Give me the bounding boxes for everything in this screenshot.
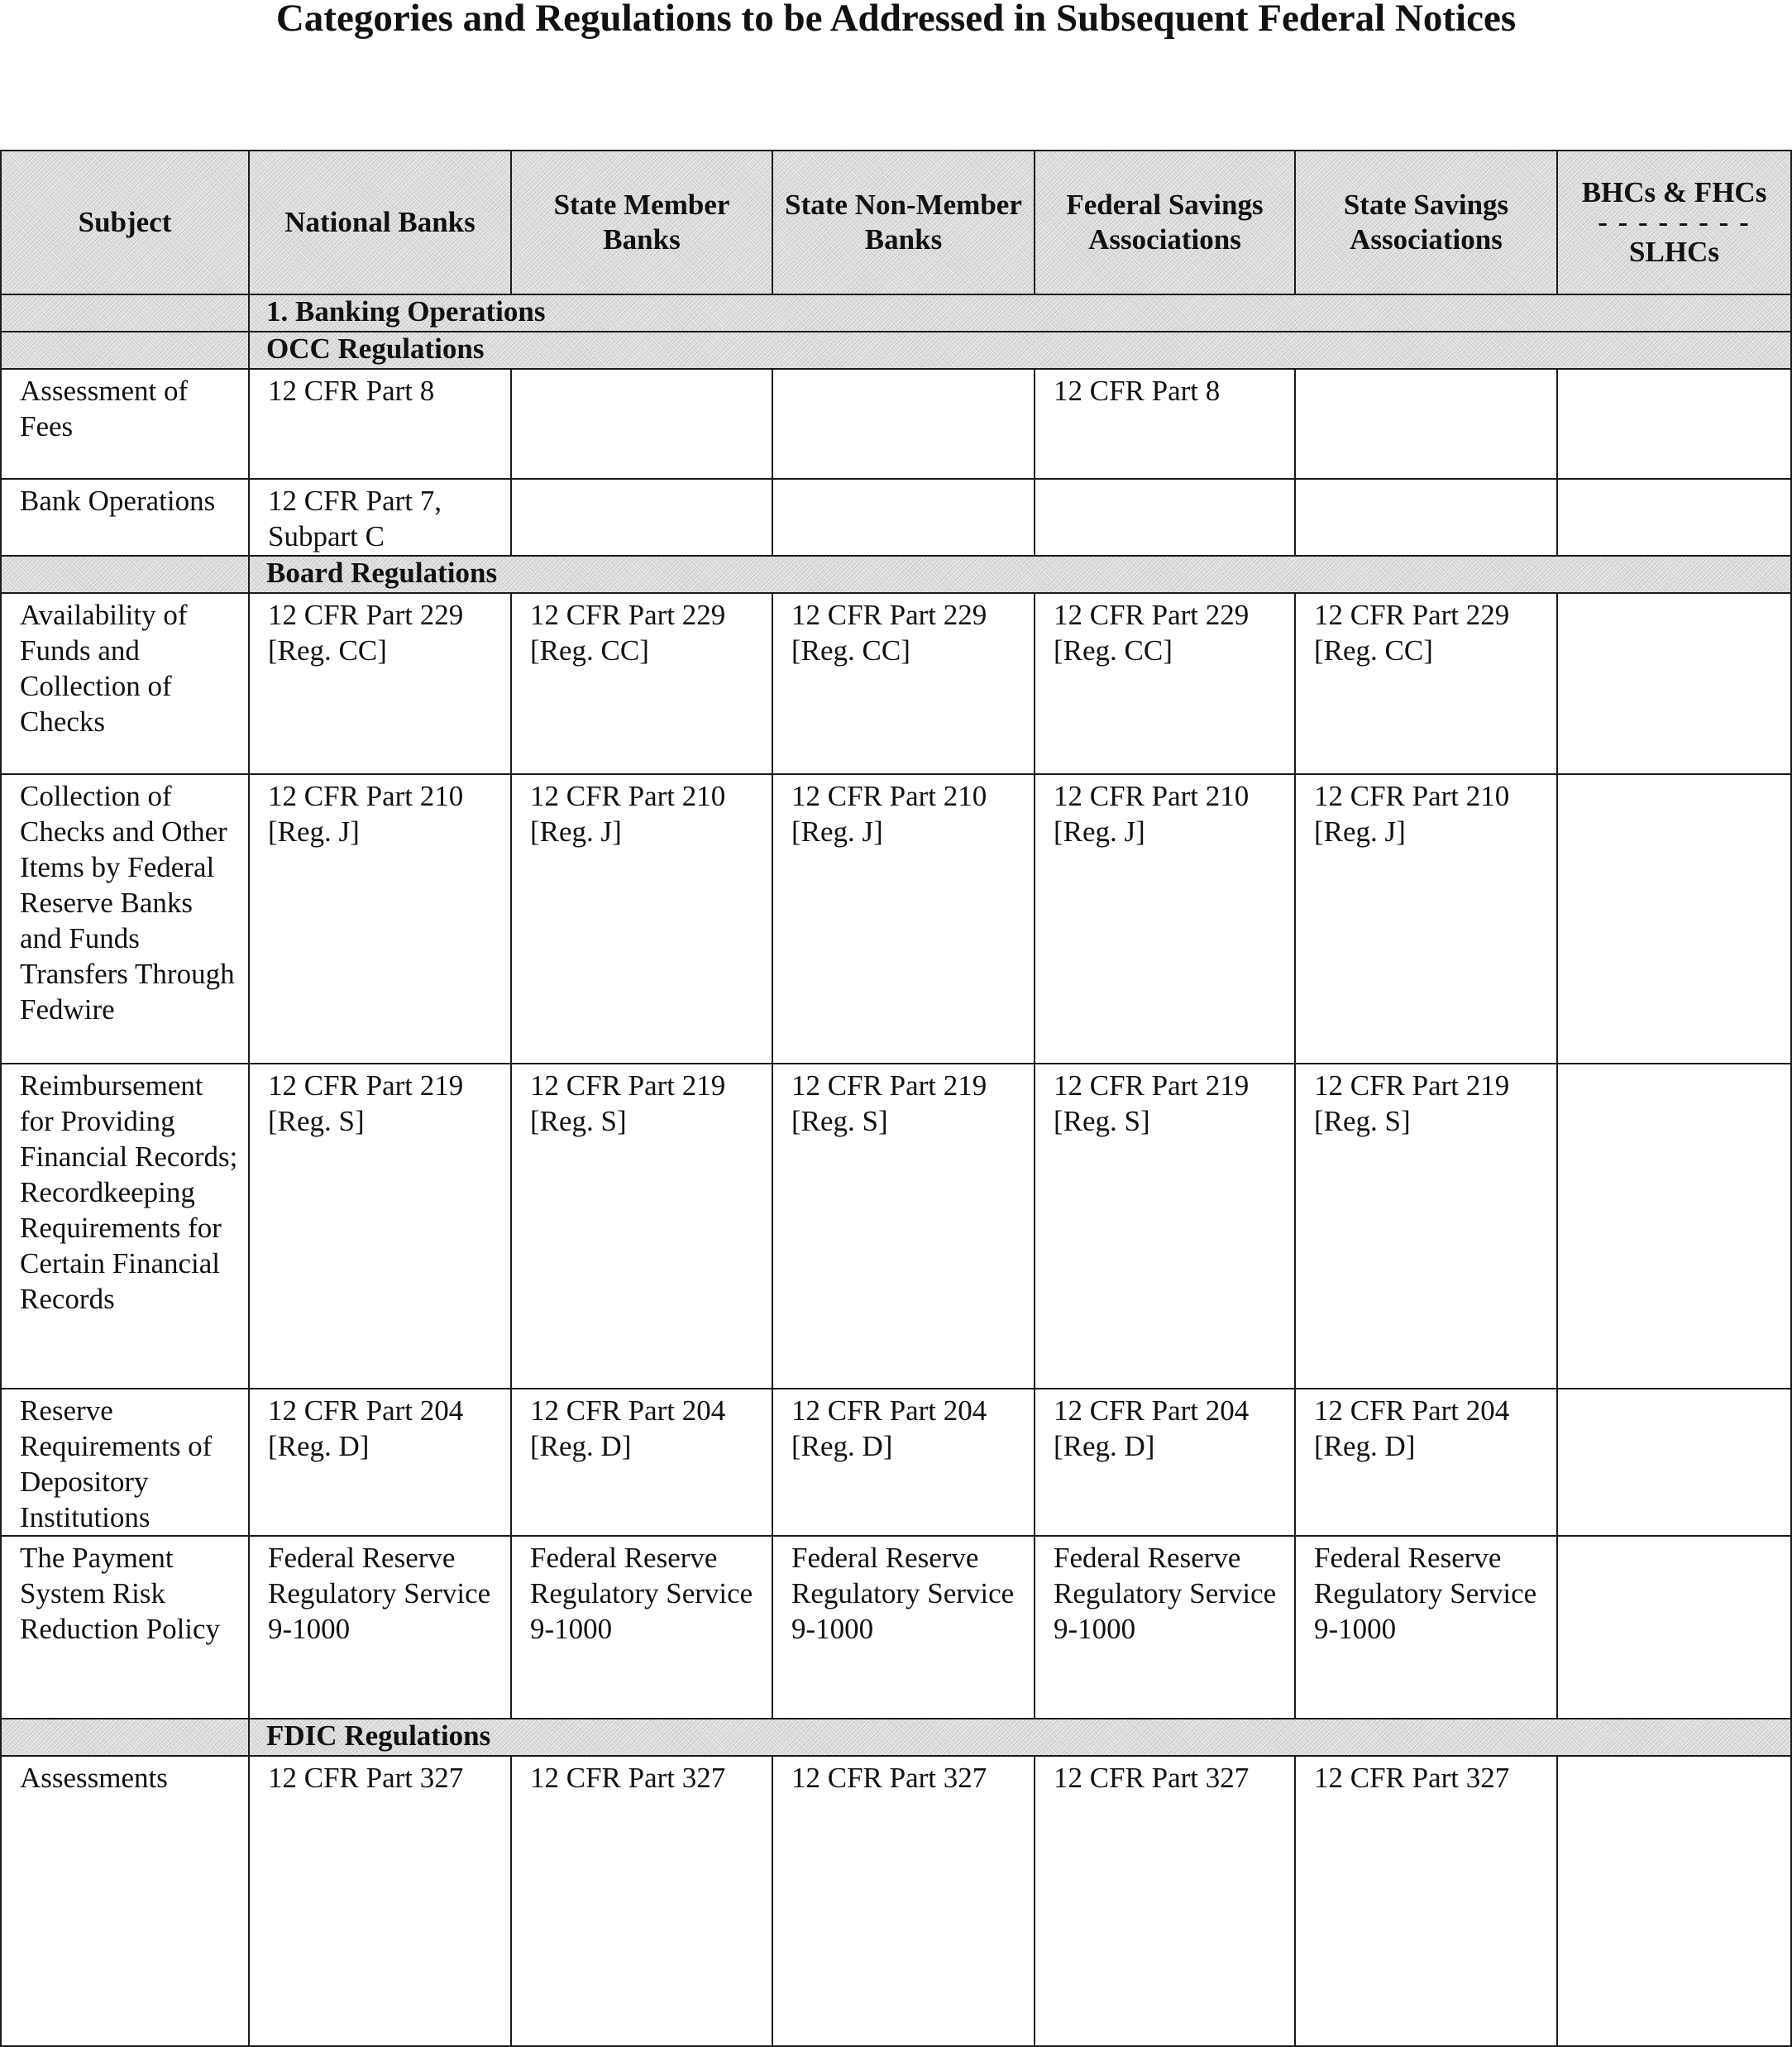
national-cell: 12 CFR Part 327 [249,1756,511,2046]
subject-cell: Reimbursement for Providing Financial Records; Recordkeeping Requirements for Certain Financial Records [1,1064,249,1389]
national-cell: 12 CFR Part 7, Subpart C [249,479,511,556]
state-non-member-cell: 12 CFR Part 210 [Reg. J] [772,774,1035,1064]
state-non-member-cell: 12 CFR Part 219 [Reg. S] [772,1064,1035,1389]
section-title: 1. Banking Operations [249,294,1791,332]
col-header-federal-savings: Federal Savings Associations [1035,151,1295,294]
page-title: Categories and Regulations to be Addressed in Subsequent Federal Notices [275,0,1517,40]
bhc-cell [1557,1064,1791,1389]
col-header-state-non-member-banks: State Non-Member Banks [772,151,1035,294]
state-savings-cell: 12 CFR Part 219 [Reg. S] [1295,1064,1557,1389]
national-cell: 12 CFR Part 204 [Reg. D] [249,1389,511,1536]
bhc-cell [1557,479,1791,556]
national-cell: Federal Reserve Regulatory Service 9-1000 [249,1536,511,1719]
section-title: OCC Regulations [249,332,1791,369]
col-header-state-savings: State Savings Associations [1295,151,1557,294]
table-row [1,369,1791,479]
subject-cell: Assessment of Fees [1,369,249,479]
section-row-occ [1,332,1791,369]
regulations-table [0,150,1792,2047]
col-header-state-member-banks: State Member Banks [511,151,772,294]
subject-cell: Reserve Requirements of Depository Institutions [1,1389,249,1536]
bhc-cell [1557,1756,1791,2046]
bhc-cell [1557,1536,1791,1719]
subject-cell: Assessments [1,1756,249,2046]
section-indent [1,1719,249,1756]
table-row [1,1389,1791,1536]
section-row-banking-operations [1,294,1791,332]
federal-savings-cell: 12 CFR Part 8 [1035,369,1295,479]
state-non-member-cell: 12 CFR Part 204 [Reg. D] [772,1389,1035,1536]
table-header-row [1,151,1791,294]
col-header-national-banks: National Banks [249,151,511,294]
bhc-cell [1557,1389,1791,1536]
col-header-bhcs [1557,151,1791,294]
state-member-cell [511,479,772,556]
federal-savings-cell: 12 CFR Part 219 [Reg. S] [1035,1064,1295,1389]
federal-savings-cell: Federal Reserve Regulatory Service 9-1000 [1035,1536,1295,1719]
state-member-cell: 12 CFR Part 219 [Reg. S] [511,1064,772,1389]
state-non-member-cell [772,369,1035,479]
bhc-cell [1557,593,1791,774]
bhc-header-divider: - - - - - - - - [1598,206,1751,238]
section-indent [1,332,249,369]
federal-savings-cell: 12 CFR Part 204 [Reg. D] [1035,1389,1295,1536]
section-title: FDIC Regulations [249,1719,1791,1756]
state-non-member-cell: 12 CFR Part 327 [772,1756,1035,2046]
national-cell: 12 CFR Part 210 [Reg. J] [249,774,511,1064]
state-savings-cell: 12 CFR Part 210 [Reg. J] [1295,774,1557,1064]
state-member-cell [511,369,772,479]
state-member-cell: Federal Reserve Regulatory Service 9-1000 [511,1536,772,1719]
federal-savings-cell: 12 CFR Part 210 [Reg. J] [1035,774,1295,1064]
section-indent [1,294,249,332]
section-indent [1,556,249,593]
subject-cell: Collection of Checks and Other Items by Federal Reserve Banks and Funds Transfers Through Fedwire [1,774,249,1064]
national-cell: 12 CFR Part 229 [Reg. CC] [249,593,511,774]
table-row [1,1756,1791,2046]
national-cell: 12 CFR Part 219 [Reg. S] [249,1064,511,1389]
section-row-board [1,556,1791,593]
section-title: Board Regulations [249,556,1791,593]
state-savings-cell [1295,479,1557,556]
table-row [1,1064,1791,1389]
state-member-cell: 12 CFR Part 327 [511,1756,772,2046]
state-member-cell: 12 CFR Part 204 [Reg. D] [511,1389,772,1536]
subject-cell: The Payment System Risk Reduction Policy [1,1536,249,1719]
state-member-cell: 12 CFR Part 229 [Reg. CC] [511,593,772,774]
table-row [1,774,1791,1064]
bhc-header-bottom: SLHCs [1629,236,1719,268]
table-row [1,479,1791,556]
state-member-cell: 12 CFR Part 210 [Reg. J] [511,774,772,1064]
state-non-member-cell [772,479,1035,556]
subject-cell: Availability of Funds and Collection of Checks [1,593,249,774]
state-non-member-cell: Federal Reserve Regulatory Service 9-1000 [772,1536,1035,1719]
section-row-fdic [1,1719,1791,1756]
state-non-member-cell: 12 CFR Part 229 [Reg. CC] [772,593,1035,774]
table-row [1,1536,1791,1719]
bhc-cell [1557,774,1791,1064]
bhc-header-top: BHCs & FHCs [1581,176,1767,208]
state-savings-cell: 12 CFR Part 229 [Reg. CC] [1295,593,1557,774]
subject-cell: Bank Operations [1,479,249,556]
federal-savings-cell [1035,479,1295,556]
table-row [1,593,1791,774]
col-header-subject: Subject [1,151,249,294]
state-savings-cell: 12 CFR Part 204 [Reg. D] [1295,1389,1557,1536]
federal-savings-cell: 12 CFR Part 229 [Reg. CC] [1035,593,1295,774]
state-savings-cell [1295,369,1557,479]
state-savings-cell: Federal Reserve Regulatory Service 9-1000 [1295,1536,1557,1719]
national-cell: 12 CFR Part 8 [249,369,511,479]
bhc-cell [1557,369,1791,479]
state-savings-cell: 12 CFR Part 327 [1295,1756,1557,2046]
federal-savings-cell: 12 CFR Part 327 [1035,1756,1295,2046]
